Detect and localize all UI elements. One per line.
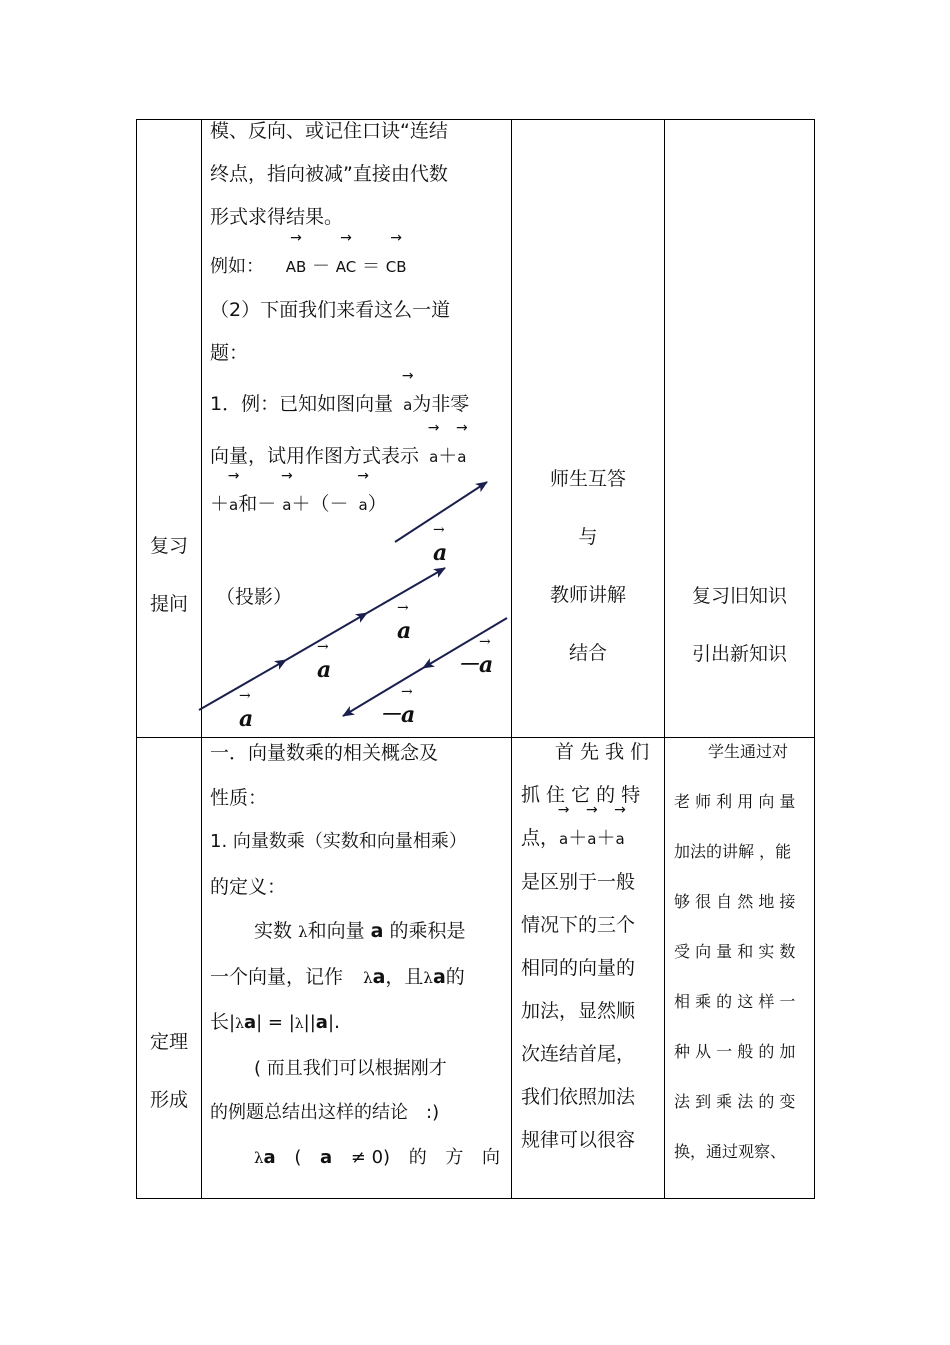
theorem-heading-line: 性质： xyxy=(210,786,268,809)
method-line: 点，→ a＋→ a＋→ a xyxy=(521,817,657,861)
theorem-label-line2: 形成 xyxy=(149,1089,188,1111)
lambda-symbol: λ xyxy=(423,968,433,987)
method-line: 结合 xyxy=(568,642,607,664)
diagram-label-a: a xyxy=(239,706,254,732)
arrow-mark: → xyxy=(397,600,409,616)
review-text-line: 形式求得结果。 xyxy=(210,206,344,228)
intent-line: 加法的讲解 ，能 xyxy=(674,842,792,861)
problem-intro-line: （2）下面我们来看这么一道 xyxy=(210,299,451,321)
method-line: 首 先 我 们 xyxy=(555,741,650,763)
vector-a: → a xyxy=(457,436,466,479)
arrow-mark: → xyxy=(401,684,413,700)
intent-line: 相 乘 的 这 样 一 xyxy=(674,992,796,1011)
vector-ab: → AB xyxy=(286,246,307,289)
review-label-line2: 提问 xyxy=(149,593,188,615)
vector-a: → a xyxy=(559,818,568,861)
method-line: 教师讲解 xyxy=(549,584,626,606)
review-method xyxy=(512,450,664,682)
method-line: 情况下的三个 xyxy=(521,914,636,936)
intent-line: 法 到 乘 法 的 变 xyxy=(674,1092,796,1111)
intent-line: 引出新知识 xyxy=(691,643,787,665)
intent-line: 够 很 自 然 地 接 xyxy=(674,892,796,911)
lambda-symbol: λ xyxy=(363,968,373,987)
lambda-symbol: λ xyxy=(298,923,308,941)
review-intent xyxy=(665,567,814,683)
method-line: 与 xyxy=(578,526,598,548)
diagram-label-neg-a: －a xyxy=(379,702,416,728)
equals-sign: ＝ xyxy=(361,256,380,277)
vector-a: → a xyxy=(359,484,368,527)
problem-line-1: 1．例：已知如图向量→ a为非零 xyxy=(210,383,508,427)
definition-line: 一个向量，记作 λa，且λa的 xyxy=(210,965,465,988)
review-label-line1: 复习 xyxy=(149,535,188,557)
method-line: 抓 住 它 的 特 xyxy=(521,784,641,806)
method-line: 规律可以很容 xyxy=(521,1129,636,1151)
theorem-label-line1: 定理 xyxy=(149,1031,188,1053)
arrow-mark: → xyxy=(317,639,329,655)
method-line: 师生互答 xyxy=(549,468,626,490)
diagram-label-a: a xyxy=(317,657,332,683)
intent-line: 种 从 一 般 的 加 xyxy=(674,1042,796,1061)
diagram-label-a: a xyxy=(397,618,412,644)
review-text-line: 模、反向、或记住口诀“连结 xyxy=(210,120,448,142)
problem-line-3: ＋→ a和－ → a＋（－ → a） xyxy=(210,483,508,527)
method-line: 次连结首尾， xyxy=(521,1043,636,1065)
minus-sign: － xyxy=(312,256,331,277)
review-text-line: 终点，指向被减”直接由代数 xyxy=(210,163,448,185)
intent-line: 老 师 利 用 向 量 xyxy=(674,792,796,811)
table-border-bottom xyxy=(136,1198,815,1199)
method-line: 加法，显然顺 xyxy=(521,1000,636,1022)
projection-label: （投影） xyxy=(216,586,293,608)
vector-ac: → AC xyxy=(336,246,356,289)
table-border-right xyxy=(814,119,815,1199)
example-prefix: 例如： xyxy=(210,256,264,277)
definition-line: 1. 向量数乘（实数和向量相乘） xyxy=(210,831,467,852)
method-line: 相同的向量的 xyxy=(521,957,636,979)
direction-line: λa ( a ≠ 0) 的 方 向 xyxy=(254,1146,500,1168)
review-label xyxy=(137,517,201,633)
vector-a: → a xyxy=(282,484,291,527)
review-content xyxy=(210,110,508,527)
vector-a: → a xyxy=(403,384,412,427)
method-line: 是区别于一般 xyxy=(521,871,636,893)
vector-diagram xyxy=(195,470,513,732)
vector-a: → a xyxy=(587,818,596,861)
problem-intro-line: 题： xyxy=(210,342,249,364)
theorem-label xyxy=(137,1013,201,1129)
note-line: ( 而且我们可以根据刚才 xyxy=(254,1057,447,1079)
theorem-content xyxy=(210,731,506,1180)
arrow-mark: → xyxy=(433,522,445,538)
intent-line: 学生通过对 xyxy=(708,742,789,761)
plus-sign: ＋ xyxy=(210,493,230,515)
vector-a: → a xyxy=(229,484,238,527)
vector-a: → a xyxy=(615,818,624,861)
definition-line: 长|λa| = |λ||a|. xyxy=(210,1011,341,1033)
arrow-mark: → xyxy=(239,688,251,704)
intent-line: 受 向 量 和 实 数 xyxy=(674,942,796,961)
vector-a-bold: a xyxy=(370,920,384,942)
diagram-label-a: a xyxy=(433,540,448,566)
example-formula xyxy=(210,245,508,289)
plus-sign: ＋ xyxy=(438,445,458,467)
problem-line-2: 向量，试用作图方式表示 → a＋→ a xyxy=(210,435,508,479)
arrow-mark: → xyxy=(479,634,491,650)
theorem-intent xyxy=(674,727,810,1177)
note-line: 的例题总结出这样的结论 :) xyxy=(210,1102,440,1123)
theorem-heading-line: 一．向量数乘的相关概念及 xyxy=(210,742,439,764)
vector-cb: → CB xyxy=(386,246,407,289)
vector-a: → a xyxy=(429,436,438,479)
abs-expression: |λa| = |λ||a| xyxy=(229,1012,335,1033)
definition-line: 的定义： xyxy=(210,875,287,898)
theorem-method xyxy=(521,731,657,1162)
method-line: 我们依照加法 xyxy=(521,1086,636,1108)
intent-line: 换，通过观察、 xyxy=(674,1142,787,1161)
diagram-label-neg-a: －a xyxy=(457,652,494,678)
intent-line: 复习旧知识 xyxy=(691,585,787,607)
definition-line: 实数 λ和向量 a 的乘积是 xyxy=(254,920,466,942)
